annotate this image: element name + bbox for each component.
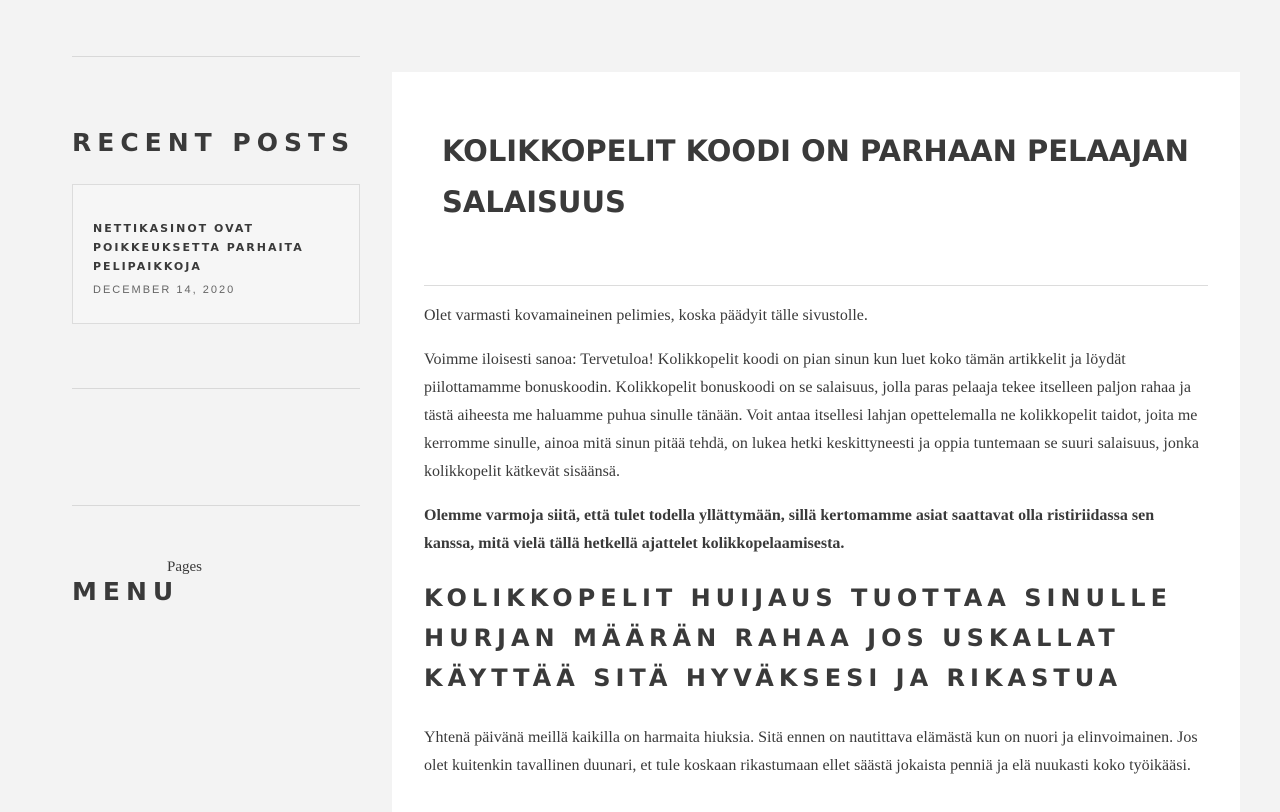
- article-content: [424, 302, 1208, 796]
- menu-heading: MENU: [72, 577, 180, 606]
- article-paragraph: Olet varmasti kovamaineinen pelimies, koska päädyit tälle sivustolle.: [424, 307, 868, 324]
- title-divider: [424, 285, 1208, 286]
- article-paragraph: Yhtenä päivänä meillä kaikilla on harmaita hiuksia. Sitä ennen on nautittava elämästä kun on nuori ja elinvoimainen. Jos olet kuitenkin tavallinen duunari, et tule koskaan rikastumaan ellet säästä jokaista penniä ja elä nuukasti koko työikääsi.: [424, 729, 1198, 774]
- article-title: KOLIKKOPELIT KOODI ON PARHAAN PELAAJAN SALAISUUS: [442, 134, 1189, 219]
- divider: [72, 505, 360, 506]
- recent-post-title-link[interactable]: NETTIKASINOT OVAT POIKKEUKSETTA PARHAITA PELIPAIKKOJA: [93, 222, 304, 273]
- recent-post-card[interactable]: [72, 184, 360, 324]
- article-subheading: KOLIKKOPELIT HUIJAUS TUOTTAA SINULLE HURJAN MÄÄRÄN RAHAA JOS USKALLAT KÄYTTÄÄ SITÄ HYVÄKSESI JA RIKASTUA: [424, 584, 1172, 692]
- pages-menu-link[interactable]: Pages: [167, 559, 202, 575]
- recent-posts-heading: RECENT POSTS: [72, 128, 356, 157]
- divider: [72, 56, 360, 57]
- article-paragraph-bold: Olemme varmoja siitä, että tulet todella yllättymään, sillä kertomamme asiat saattavat olla ristiriidassa sen kanssa, mitä vielä tällä hetkellä ajattelet kolikkopelaamisesta.: [424, 507, 1155, 552]
- article-card: [392, 72, 1240, 812]
- article-paragraph: Voimme iloisesti sanoa: Tervetuloa! Kolikkopelit koodi on pian sinun kun luet koko tämän artikkelit ja löydät piilottamamme bonuskoodin. Kolikkopelit bonuskoodi on se salaisuus, jolla paras pelaaja tekee itselleen paljon rahaa ja tästä aiheesta me haluamme puhua sinulle tänään. Voit antaa itsellesi lahjan opettelemalla ne kolikkopelit taidot, joita me kerromme sinulle, ainoa mitä sinun pitää tehdä, on lukea hetki keskittyneesti ja oppia tuntemaan se suuri salaisuus, jonka kolikkopelit kätkevät sisäänsä.: [424, 351, 1199, 480]
- divider: [72, 388, 360, 389]
- recent-post-date: DECEMBER 14, 2020: [93, 284, 236, 296]
